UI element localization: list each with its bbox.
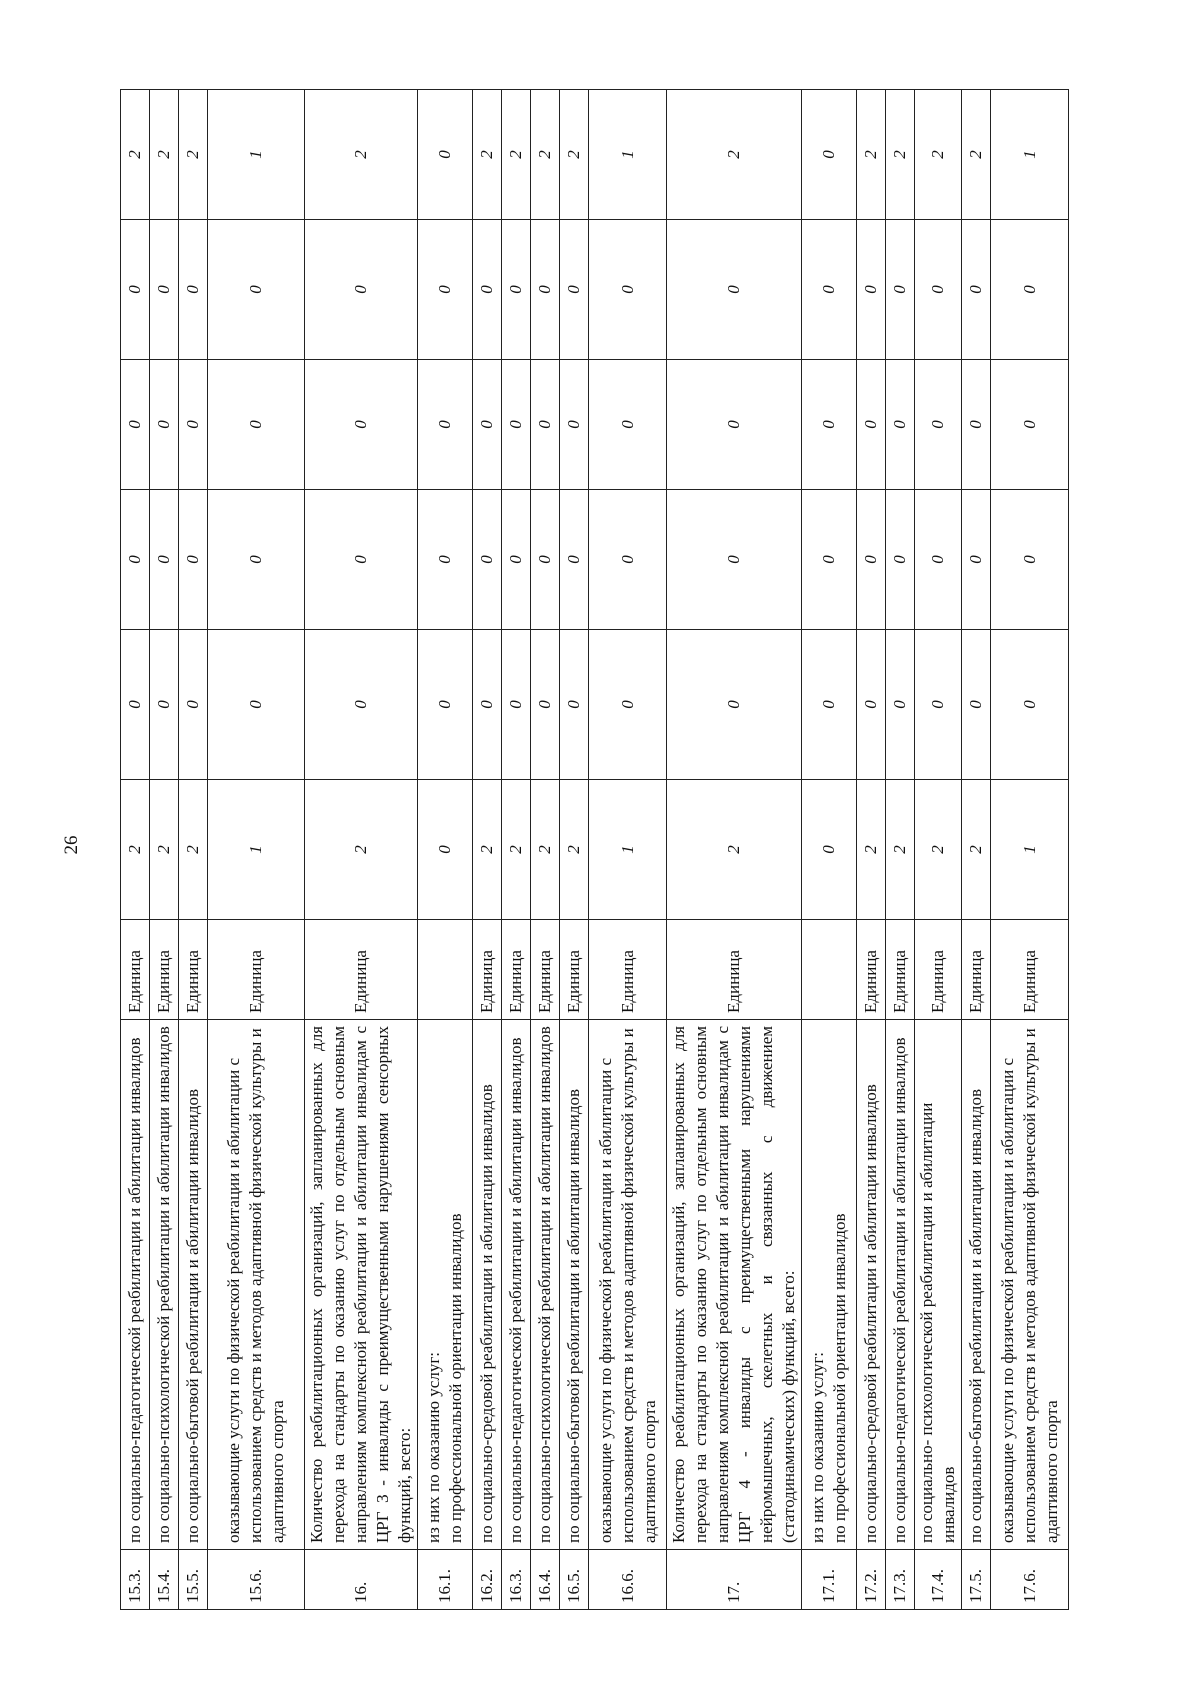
row-number: 17.2. [857,1550,886,1610]
description-line: адаптивного спорта [1041,1400,1061,1543]
row-description [502,1020,531,1550]
value-cell: 0 [886,630,915,780]
value-cell: 0 [305,490,418,630]
description-line: из них по оказанию услуг: [808,1351,827,1543]
rotated-table-container [120,90,1069,1610]
value-cell: 2 [560,780,589,920]
value-cell: 0 [531,630,560,780]
description-line: по социально-бытовой реабилитации и абилитации инвалидов [966,1088,985,1543]
value-cell: 2 [502,780,531,920]
value-cell: 2 [305,90,418,220]
row-description [886,1020,915,1550]
value-cell: 0 [473,630,502,780]
description-line: адаптивного спорта [639,1400,659,1543]
value-cell: 0 [560,360,589,490]
value-cell: 0 [802,780,857,920]
value-cell: 0 [560,220,589,360]
unit-cell: Единица [667,920,802,1020]
table-row [305,90,418,1610]
value-cell: 0 [305,630,418,780]
value-cell: 2 [305,780,418,920]
value-cell: 2 [150,90,179,220]
value-cell: 0 [915,630,962,780]
description-line: использованием средств и методов адаптивной физической культуры и [1019,1028,1039,1543]
description-line: по социально-бытовой реабилитации и абилитации инвалидов [183,1088,202,1543]
unit-cell: Единица [208,920,305,1020]
table-body [121,90,1069,1610]
row-number: 16.5. [560,1550,589,1610]
value-cell: 2 [121,780,150,920]
value-cell: 2 [667,90,802,220]
description-line: по социально- психологической реабилитации и абилитации инвалидов [917,1102,958,1543]
value-cell: 0 [208,360,305,490]
value-cell: 0 [502,220,531,360]
description-line: по социально-педагогической реабилитации и абилитации инвалидов [125,1037,144,1543]
row-number: 17.1. [802,1550,857,1610]
value-cell: 0 [962,630,991,780]
value-cell: 0 [121,220,150,360]
table-row [473,90,502,1610]
unit-cell [802,920,857,1020]
row-number: 16.1. [418,1550,473,1610]
value-cell: 0 [802,90,857,220]
value-cell: 2 [473,780,502,920]
table-row [915,90,962,1610]
row-description [473,1020,502,1550]
unit-cell: Единица [502,920,531,1020]
value-cell: 0 [667,630,802,780]
value-cell: 2 [179,780,208,920]
row-number: 16. [305,1550,418,1610]
description-line: по профессиональной ориентации инвалидов [830,1213,849,1543]
description-line: по социально-педагогической реабилитации и абилитации инвалидов [506,1037,525,1543]
row-number: 16.2. [473,1550,502,1610]
unit-cell: Единица [179,920,208,1020]
value-cell: 2 [915,780,962,920]
value-cell: 0 [473,360,502,490]
value-cell: 0 [208,630,305,780]
table-row [502,90,531,1610]
value-cell: 0 [915,360,962,490]
table-row [560,90,589,1610]
value-cell: 2 [502,90,531,220]
unit-cell: Единица [473,920,502,1020]
row-number: 16.3. [502,1550,531,1610]
value-cell: 2 [857,90,886,220]
value-cell: 1 [991,780,1069,920]
table-row [589,90,667,1610]
value-cell: 0 [305,220,418,360]
value-cell: 2 [531,90,560,220]
value-cell: 2 [121,90,150,220]
row-number: 15.5. [179,1550,208,1610]
value-cell: 2 [915,90,962,220]
unit-cell: Единица [886,920,915,1020]
value-cell: 0 [150,630,179,780]
value-cell: 0 [915,220,962,360]
value-cell: 0 [962,360,991,490]
value-cell: 2 [531,780,560,920]
value-cell: 0 [857,220,886,360]
value-cell: 0 [667,360,802,490]
value-cell: 0 [915,490,962,630]
description-line: по социально-средовой реабилитации и абилитации инвалидов [861,1084,880,1543]
value-cell: 0 [886,490,915,630]
description-line: по социально-бытовой реабилитации и абилитации инвалидов [564,1088,583,1543]
row-number: 15.4. [150,1550,179,1610]
value-cell: 0 [560,630,589,780]
value-cell: 0 [560,490,589,630]
row-description [531,1020,560,1550]
description-line: по социально-психологической реабилитации и абилитации инвалидов [535,1026,554,1543]
unit-cell: Единица [915,920,962,1020]
value-cell: 0 [121,360,150,490]
row-description [121,1020,150,1550]
row-number: 17.3. [886,1550,915,1610]
row-description [991,1020,1069,1550]
value-cell: 1 [991,90,1069,220]
value-cell: 0 [667,490,802,630]
description-line: по социально-педагогической реабилитации и абилитации инвалидов [890,1037,909,1543]
value-cell: 0 [991,630,1069,780]
table-row [418,90,473,1610]
table-row [991,90,1069,1610]
row-description: Количество реабилитационных организаций, запланированных для перехода на стандарты по оказанию услуг по отдельным основным направлениям комплексной реабилитации и абилитации инвалидам с ЦРГ 3 - инвалиды с преимущественными нарушениями сенсорных функций, всего: [305,1020,418,1550]
table-row [121,90,150,1610]
value-cell: 0 [305,360,418,490]
value-cell: 2 [962,90,991,220]
description-line: по социально-психологической реабилитации и абилитации инвалидов [154,1026,173,1543]
value-cell: 1 [208,90,305,220]
description-line: из них по оказанию услуг: [424,1351,443,1543]
description-line: по социально-средовой реабилитации и абилитации инвалидов [477,1084,496,1543]
value-cell: 2 [886,90,915,220]
value-cell: 0 [857,360,886,490]
value-cell: 0 [531,490,560,630]
value-cell: 0 [991,220,1069,360]
value-cell: 0 [502,360,531,490]
value-cell: 0 [418,780,473,920]
value-cell: 0 [857,630,886,780]
value-cell: 0 [502,490,531,630]
description-line: адаптивного спорта [268,1400,287,1543]
value-cell: 0 [991,490,1069,630]
value-cell: 2 [857,780,886,920]
table-row [886,90,915,1610]
value-cell: 1 [208,780,305,920]
unit-cell: Единица [150,920,179,1020]
row-number: 15.6. [208,1550,305,1610]
value-cell: 0 [150,220,179,360]
description-line: оказывающие услуги по физической реабилитации и абилитации с [997,1058,1017,1543]
table-row [962,90,991,1610]
description-line: оказывающие услуги по физической реабилитации и абилитации с [224,1058,243,1543]
value-cell: 0 [802,630,857,780]
value-cell: 0 [589,220,667,360]
row-description [560,1020,589,1550]
value-cell: 0 [150,360,179,490]
value-cell: 2 [150,780,179,920]
description-line: использованием средств и методов адаптивной физической культуры и [617,1028,637,1543]
table-row [857,90,886,1610]
value-cell: 0 [531,360,560,490]
value-cell: 0 [418,490,473,630]
value-cell: 0 [418,360,473,490]
value-cell: 0 [857,490,886,630]
value-cell: 0 [802,490,857,630]
value-cell: 0 [962,490,991,630]
value-cell: 1 [589,780,667,920]
description-line: по профессиональной ориентации инвалидов [446,1213,465,1543]
table-row [150,90,179,1610]
row-description [179,1020,208,1550]
value-cell: 2 [179,90,208,220]
table-row [667,90,802,1610]
row-description [150,1020,179,1550]
value-cell: 0 [589,490,667,630]
value-cell: 2 [962,780,991,920]
value-cell: 0 [802,220,857,360]
row-description [802,1020,857,1550]
table-row [179,90,208,1610]
value-cell: 0 [802,360,857,490]
row-description [962,1020,991,1550]
value-cell: 0 [179,490,208,630]
value-cell: 0 [589,630,667,780]
value-cell: 0 [502,630,531,780]
data-table [120,89,1069,1610]
value-cell: 0 [418,220,473,360]
row-number: 17.4. [915,1550,962,1610]
value-cell: 0 [886,220,915,360]
row-number: 17.6. [991,1550,1069,1610]
value-cell: 0 [150,490,179,630]
unit-cell: Единица [305,920,418,1020]
value-cell: 0 [179,360,208,490]
unit-cell: Единица [560,920,589,1020]
row-description [915,1020,962,1550]
value-cell: 2 [473,90,502,220]
value-cell: 0 [418,630,473,780]
value-cell: 0 [473,490,502,630]
value-cell: 0 [589,360,667,490]
unit-cell: Единица [857,920,886,1020]
unit-cell: Единица [991,920,1069,1020]
value-cell: 1 [589,90,667,220]
table-row [802,90,857,1610]
row-number: 17.5. [962,1550,991,1610]
unit-cell: Единица [589,920,667,1020]
description-line: оказывающие услуги по физической реабилитации и абилитации с [595,1058,615,1543]
value-cell: 0 [886,360,915,490]
row-description [208,1020,305,1550]
unit-cell: Единица [121,920,150,1020]
value-cell: 0 [531,220,560,360]
value-cell: 2 [560,90,589,220]
unit-cell [418,920,473,1020]
row-description [418,1020,473,1550]
value-cell: 2 [886,780,915,920]
value-cell: 0 [179,220,208,360]
row-number: 15.3. [121,1550,150,1610]
description-line: использованием средств и методов адаптивной физической культуры и [246,1028,265,1543]
row-number: 16.6. [589,1550,667,1610]
row-description: Количество реабилитационных организаций, запланированных для перехода на стандарты по оказанию услуг по отдельным основным направлениям комплексной реабилитации и абилитации инвалидам с ЦРГ 4 - инвалиды с преимущественными нарушениями нейромышечных, скелетных и связанных с движением (статодинамических) функций, всего: [667,1020,802,1550]
value-cell: 0 [991,360,1069,490]
row-number: 16.4. [531,1550,560,1610]
row-description [589,1020,667,1550]
value-cell: 0 [121,490,150,630]
row-number: 17. [667,1550,802,1610]
unit-cell: Единица [962,920,991,1020]
value-cell: 0 [962,220,991,360]
value-cell: 0 [418,90,473,220]
row-description [857,1020,886,1550]
page-number: 26 [61,835,82,855]
table-row [531,90,560,1610]
table-row [208,90,305,1610]
value-cell: 0 [208,220,305,360]
unit-cell: Единица [531,920,560,1020]
value-cell: 0 [179,630,208,780]
value-cell: 0 [208,490,305,630]
value-cell: 0 [473,220,502,360]
value-cell: 0 [121,630,150,780]
value-cell: 0 [667,220,802,360]
value-cell: 2 [667,780,802,920]
